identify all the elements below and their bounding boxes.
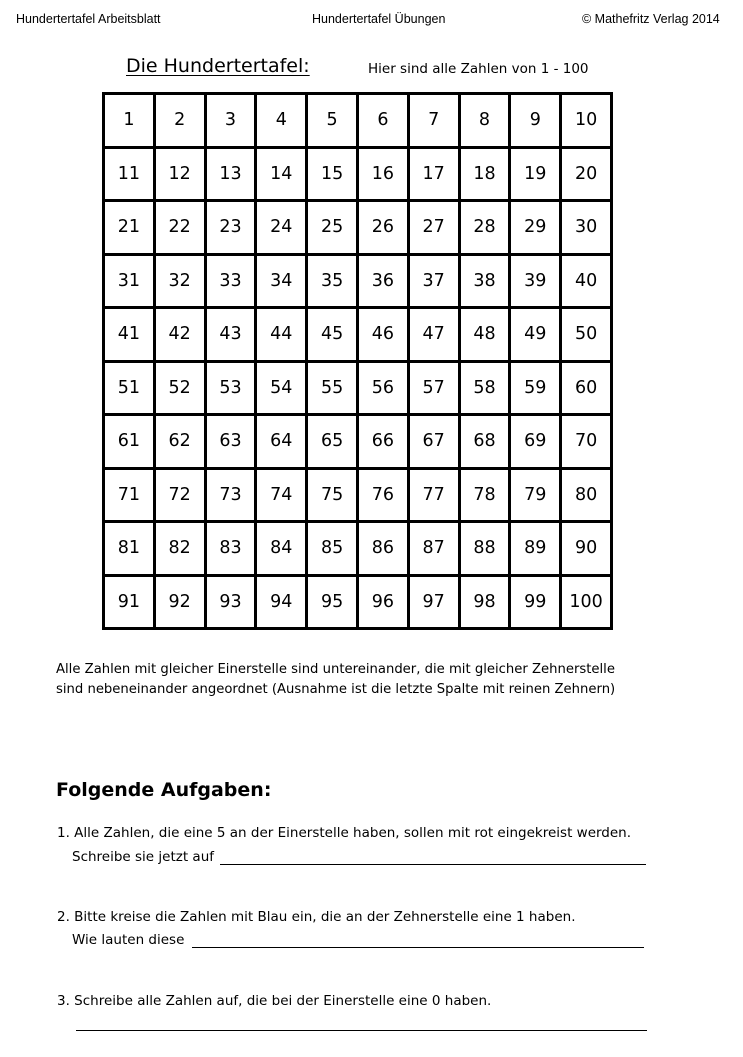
number-cell: 14 <box>256 147 307 201</box>
number-cell: 92 <box>154 575 205 629</box>
table-row <box>104 415 612 469</box>
number-cell: 41 <box>104 308 155 362</box>
header-copyright-text: © Mathefritz Verlag 2014 <box>582 12 720 26</box>
task-3-answer-line[interactable] <box>76 1030 647 1031</box>
number-cell: 80 <box>561 468 612 522</box>
table-row <box>104 361 612 415</box>
number-cell: 63 <box>205 415 256 469</box>
task-2-text: 2. Bitte kreise die Zahlen mit Blau ein, die an der Zehnerstelle eine 1 haben. <box>57 909 576 925</box>
number-cell: 69 <box>510 415 561 469</box>
number-cell: 61 <box>104 415 155 469</box>
number-cell: 5 <box>307 94 358 148</box>
table-row <box>104 94 612 148</box>
number-cell: 60 <box>561 361 612 415</box>
number-cell: 91 <box>104 575 155 629</box>
number-cell: 44 <box>256 308 307 362</box>
number-cell: 9 <box>510 94 561 148</box>
number-cell: 66 <box>357 415 408 469</box>
number-cell: 55 <box>307 361 358 415</box>
number-cell: 68 <box>459 415 510 469</box>
number-cell: 74 <box>256 468 307 522</box>
table-row <box>104 254 612 308</box>
number-cell: 19 <box>510 147 561 201</box>
number-cell: 95 <box>307 575 358 629</box>
number-cell: 18 <box>459 147 510 201</box>
number-cell: 85 <box>307 522 358 576</box>
number-cell: 89 <box>510 522 561 576</box>
number-cell: 59 <box>510 361 561 415</box>
table-row <box>104 308 612 362</box>
task-1-text: 1. Alle Zahlen, die eine 5 an der Einerstelle haben, sollen mit rot eingekreist werden. <box>57 825 632 841</box>
number-cell: 25 <box>307 201 358 255</box>
number-cell: 90 <box>561 522 612 576</box>
hundred-chart-table <box>102 92 613 630</box>
number-cell: 28 <box>459 201 510 255</box>
number-cell: 75 <box>307 468 358 522</box>
number-cell: 38 <box>459 254 510 308</box>
page-subtitle: Hier sind alle Zahlen von 1 - 100 <box>368 61 589 77</box>
number-cell: 43 <box>205 308 256 362</box>
table-row <box>104 522 612 576</box>
number-cell: 53 <box>205 361 256 415</box>
task-2-answer-line[interactable] <box>192 947 644 948</box>
number-cell: 7 <box>408 94 459 148</box>
number-cell: 57 <box>408 361 459 415</box>
number-cell: 99 <box>510 575 561 629</box>
number-cell: 81 <box>104 522 155 576</box>
number-cell: 62 <box>154 415 205 469</box>
number-cell: 3 <box>205 94 256 148</box>
number-cell: 73 <box>205 468 256 522</box>
table-row <box>104 468 612 522</box>
tasks-heading: Folgende Aufgaben: <box>56 779 272 801</box>
number-cell: 94 <box>256 575 307 629</box>
header-left-text: Hundertertafel Arbeitsblatt <box>16 12 161 26</box>
number-cell: 32 <box>154 254 205 308</box>
number-cell: 20 <box>561 147 612 201</box>
number-cell: 98 <box>459 575 510 629</box>
number-cell: 10 <box>561 94 612 148</box>
number-cell: 31 <box>104 254 155 308</box>
number-cell: 72 <box>154 468 205 522</box>
number-cell: 16 <box>357 147 408 201</box>
number-cell: 27 <box>408 201 459 255</box>
number-cell: 15 <box>307 147 358 201</box>
number-cell: 71 <box>104 468 155 522</box>
task-1-prompt: Schreibe sie jetzt auf <box>72 849 215 865</box>
number-cell: 21 <box>104 201 155 255</box>
number-cell: 6 <box>357 94 408 148</box>
task-2-prompt: Wie lauten diese <box>72 932 185 948</box>
number-cell: 26 <box>357 201 408 255</box>
table-row <box>104 575 612 629</box>
number-cell: 52 <box>154 361 205 415</box>
number-cell: 40 <box>561 254 612 308</box>
number-cell: 70 <box>561 415 612 469</box>
number-cell: 30 <box>561 201 612 255</box>
number-cell: 83 <box>205 522 256 576</box>
number-cell: 46 <box>357 308 408 362</box>
number-cell: 87 <box>408 522 459 576</box>
number-cell: 37 <box>408 254 459 308</box>
number-cell: 34 <box>256 254 307 308</box>
task-3-text: 3. Schreibe alle Zahlen auf, die bei der Einerstelle eine 0 haben. <box>57 993 492 1009</box>
number-cell: 23 <box>205 201 256 255</box>
number-cell: 88 <box>459 522 510 576</box>
number-cell: 48 <box>459 308 510 362</box>
number-cell: 93 <box>205 575 256 629</box>
explanation-paragraph <box>56 660 615 700</box>
number-cell: 84 <box>256 522 307 576</box>
number-cell: 33 <box>205 254 256 308</box>
number-cell: 96 <box>357 575 408 629</box>
number-cell: 86 <box>357 522 408 576</box>
task-1-answer-line[interactable] <box>220 864 646 865</box>
number-cell: 4 <box>256 94 307 148</box>
number-cell: 47 <box>408 308 459 362</box>
number-cell: 54 <box>256 361 307 415</box>
number-cell: 50 <box>561 308 612 362</box>
number-cell: 58 <box>459 361 510 415</box>
number-cell: 49 <box>510 308 561 362</box>
number-cell: 76 <box>357 468 408 522</box>
number-cell: 35 <box>307 254 358 308</box>
hundred-chart-body <box>104 94 612 629</box>
number-cell: 100 <box>561 575 612 629</box>
number-cell: 12 <box>154 147 205 201</box>
number-cell: 82 <box>154 522 205 576</box>
number-cell: 39 <box>510 254 561 308</box>
explanation-line-1: Alle Zahlen mit gleicher Einerstelle sind untereinander, die mit gleicher Zehnerstelle <box>56 662 615 677</box>
number-cell: 78 <box>459 468 510 522</box>
number-cell: 13 <box>205 147 256 201</box>
number-cell: 79 <box>510 468 561 522</box>
number-cell: 64 <box>256 415 307 469</box>
page-title: Die Hundertertafel: <box>126 55 310 77</box>
number-cell: 45 <box>307 308 358 362</box>
number-cell: 65 <box>307 415 358 469</box>
number-cell: 8 <box>459 94 510 148</box>
number-cell: 2 <box>154 94 205 148</box>
number-cell: 22 <box>154 201 205 255</box>
header-center-text: Hundertertafel Übungen <box>312 12 446 26</box>
number-cell: 67 <box>408 415 459 469</box>
explanation-line-2: sind nebeneinander angeordnet (Ausnahme ist die letzte Spalte mit reinen Zehnern) <box>56 682 616 697</box>
number-cell: 56 <box>357 361 408 415</box>
number-cell: 11 <box>104 147 155 201</box>
table-row <box>104 147 612 201</box>
number-cell: 77 <box>408 468 459 522</box>
number-cell: 29 <box>510 201 561 255</box>
number-cell: 24 <box>256 201 307 255</box>
number-cell: 97 <box>408 575 459 629</box>
number-cell: 51 <box>104 361 155 415</box>
number-cell: 17 <box>408 147 459 201</box>
number-cell: 1 <box>104 94 155 148</box>
table-row <box>104 201 612 255</box>
number-cell: 36 <box>357 254 408 308</box>
number-cell: 42 <box>154 308 205 362</box>
